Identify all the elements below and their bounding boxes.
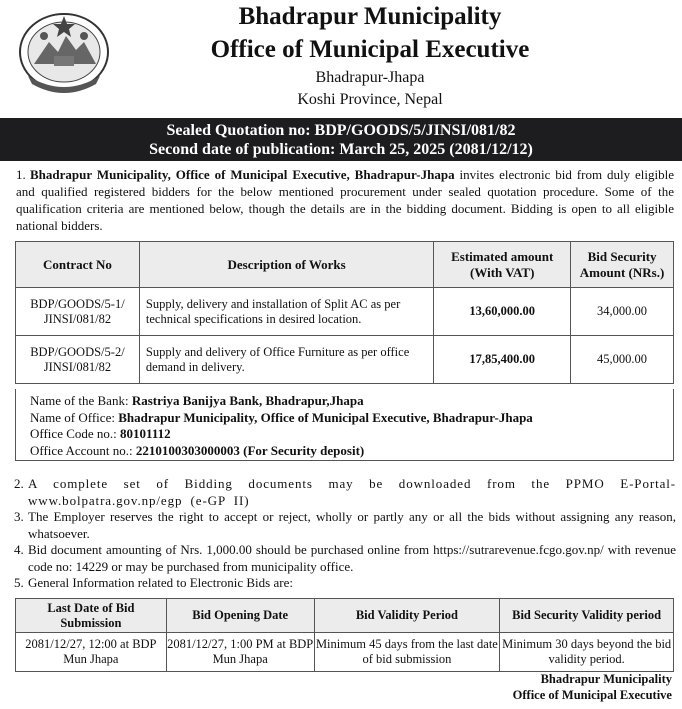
municipality-title: Bhadrapur Municipality bbox=[238, 3, 502, 30]
header-security-validity: Bid Security Validity period bbox=[500, 599, 674, 633]
contract-no-cell: BDP/GOODS/5-2/ JINSI/081/82 bbox=[16, 336, 140, 384]
contract-table bbox=[15, 241, 674, 384]
description-cell: Supply and delivery of Office Furniture as per office demand in delivery. bbox=[139, 336, 433, 384]
nepal-emblem-icon bbox=[14, 6, 114, 94]
code-label: Office Code no.: bbox=[30, 426, 121, 441]
list-item: 5. General Information related to Electronic Bids are: bbox=[14, 575, 676, 592]
description-cell: Supply, delivery and installation of Split AC as per technical specifications in desired location. bbox=[139, 288, 433, 336]
intro-text: invites electronic bid from duly eligible and qualified registered bidders for the below mentioned procurement under sealed quotation procedure. Some of the qualification criteria are mentioned below, though the details are in the bidding document. Bidding is open to all eligible national bidders. bbox=[16, 167, 675, 233]
signature-line1: Bhadrapur Municipality bbox=[540, 672, 672, 686]
account-value: 2210100303000003 (For Security deposit) bbox=[135, 442, 365, 458]
list-item: 2. A complete set of Bidding documents may be downloaded from the PPMO E-Portal- www.bolpatra.gov.np/egp (e-GP II) bbox=[14, 476, 676, 508]
header-last-date: Last Date of Bid Submission bbox=[16, 599, 167, 633]
amount-cell: 17,85,400.00 bbox=[434, 336, 571, 384]
list-item-text: The Employer reserves the right to accept or reject, wholly or partly any or all the bids without assigning any reason, whatsoever. bbox=[28, 509, 676, 541]
header-validity: Bid Validity Period bbox=[314, 599, 500, 633]
table-row bbox=[16, 336, 674, 384]
contract-no-cell: BDP/GOODS/5-1/ JINSI/081/82 bbox=[16, 288, 140, 336]
account-label: Office Account no.: bbox=[30, 442, 136, 458]
account-line bbox=[30, 443, 673, 460]
amount-cell: 13,60,000.00 bbox=[434, 288, 571, 336]
opening-date-cell: 2081/12/27, 1:00 PM at BDP Mun Jhapa bbox=[166, 633, 314, 672]
security-cell: 45,000.00 bbox=[571, 336, 674, 384]
header-estimated-amount: Estimated amount (With VAT) bbox=[434, 242, 571, 288]
quotation-number: Sealed Quotation no: BDP/GOODS/5/JINSI/081/82 bbox=[166, 122, 516, 139]
instructions-list bbox=[14, 476, 676, 592]
intro-number: 1. bbox=[16, 167, 26, 182]
office-value: Bhadrapur Municipality, Office of Municipal Executive, Bhadrapur-Jhapa bbox=[118, 409, 533, 425]
bank-details bbox=[15, 389, 674, 461]
list-item-text: General Information related to Electronic Bids are: bbox=[28, 575, 293, 590]
publication-date: Second date of publication: March 25, 2025 (2081/12/12) bbox=[149, 141, 533, 158]
signature-line2: Office of Municipal Executive bbox=[512, 687, 672, 702]
bank-name-line bbox=[30, 393, 673, 410]
office-title: Office of Municipal Executive bbox=[210, 36, 530, 63]
code-value: 80101112 bbox=[120, 426, 171, 441]
list-item: 4. Bid document amounting of Nrs. 1,000.00 should be purchased online from https://sutrarevenue.fcgo.gov.np/ with revenue code no: 14229 or may be purchased from municipality office. bbox=[14, 542, 676, 574]
quotation-banner bbox=[0, 118, 682, 161]
office-name-line bbox=[30, 410, 673, 427]
office-label: Name of Office: bbox=[30, 409, 119, 425]
bank-label: Name of the Bank: bbox=[30, 393, 132, 408]
security-validity-cell: Minimum 30 days beyond the bid validity period. bbox=[500, 633, 674, 672]
security-cell: 34,000.00 bbox=[571, 288, 674, 336]
header-contract-no: Contract No bbox=[16, 242, 140, 288]
header-bid-security: Bid Security Amount (NRs.) bbox=[571, 242, 674, 288]
bank-value: Rastriya Banijya Bank, Bhadrapur,Jhapa bbox=[131, 393, 364, 408]
address-district: Bhadrapur-Jhapa bbox=[315, 69, 425, 86]
intro-paragraph bbox=[16, 166, 674, 234]
list-item-text: A complete set of Bidding documents may be downloaded from the PPMO E-Portal- www.bolpatra.gov.np/egp (e-GP II) bbox=[28, 476, 676, 508]
address-province: Koshi Province, Nepal bbox=[297, 91, 443, 108]
header-opening-date: Bid Opening Date bbox=[166, 599, 314, 633]
header-description: Description of Works bbox=[139, 242, 433, 288]
list-item: 3. The Employer reserves the right to accept or reject, wholly or partly any or all the bids without assigning any reason, whatsoever. bbox=[14, 509, 676, 541]
last-date-cell: 2081/12/27, 12:00 at BDP Mun Jhapa bbox=[16, 633, 167, 672]
list-item-text: Bid document amounting of Nrs. 1,000.00 should be purchased online from https://sutrarevenue.fcgo.gov.np/ with revenue code no: 14229 or may be purchased from municipality office. bbox=[28, 542, 676, 574]
signature-block bbox=[513, 672, 672, 703]
notice-header bbox=[0, 0, 682, 118]
intro-bold-text: Bhadrapur Municipality, Office of Municipal Executive, Bhadrapur-Jhapa bbox=[30, 167, 455, 182]
bid-info-table bbox=[15, 598, 674, 672]
table-row bbox=[16, 288, 674, 336]
office-code-line bbox=[30, 426, 673, 443]
bid-info-header bbox=[16, 599, 674, 633]
contract-table-header bbox=[16, 242, 674, 288]
validity-cell: Minimum 45 days from the last date of bid submission bbox=[314, 633, 500, 672]
table-row bbox=[16, 633, 674, 672]
